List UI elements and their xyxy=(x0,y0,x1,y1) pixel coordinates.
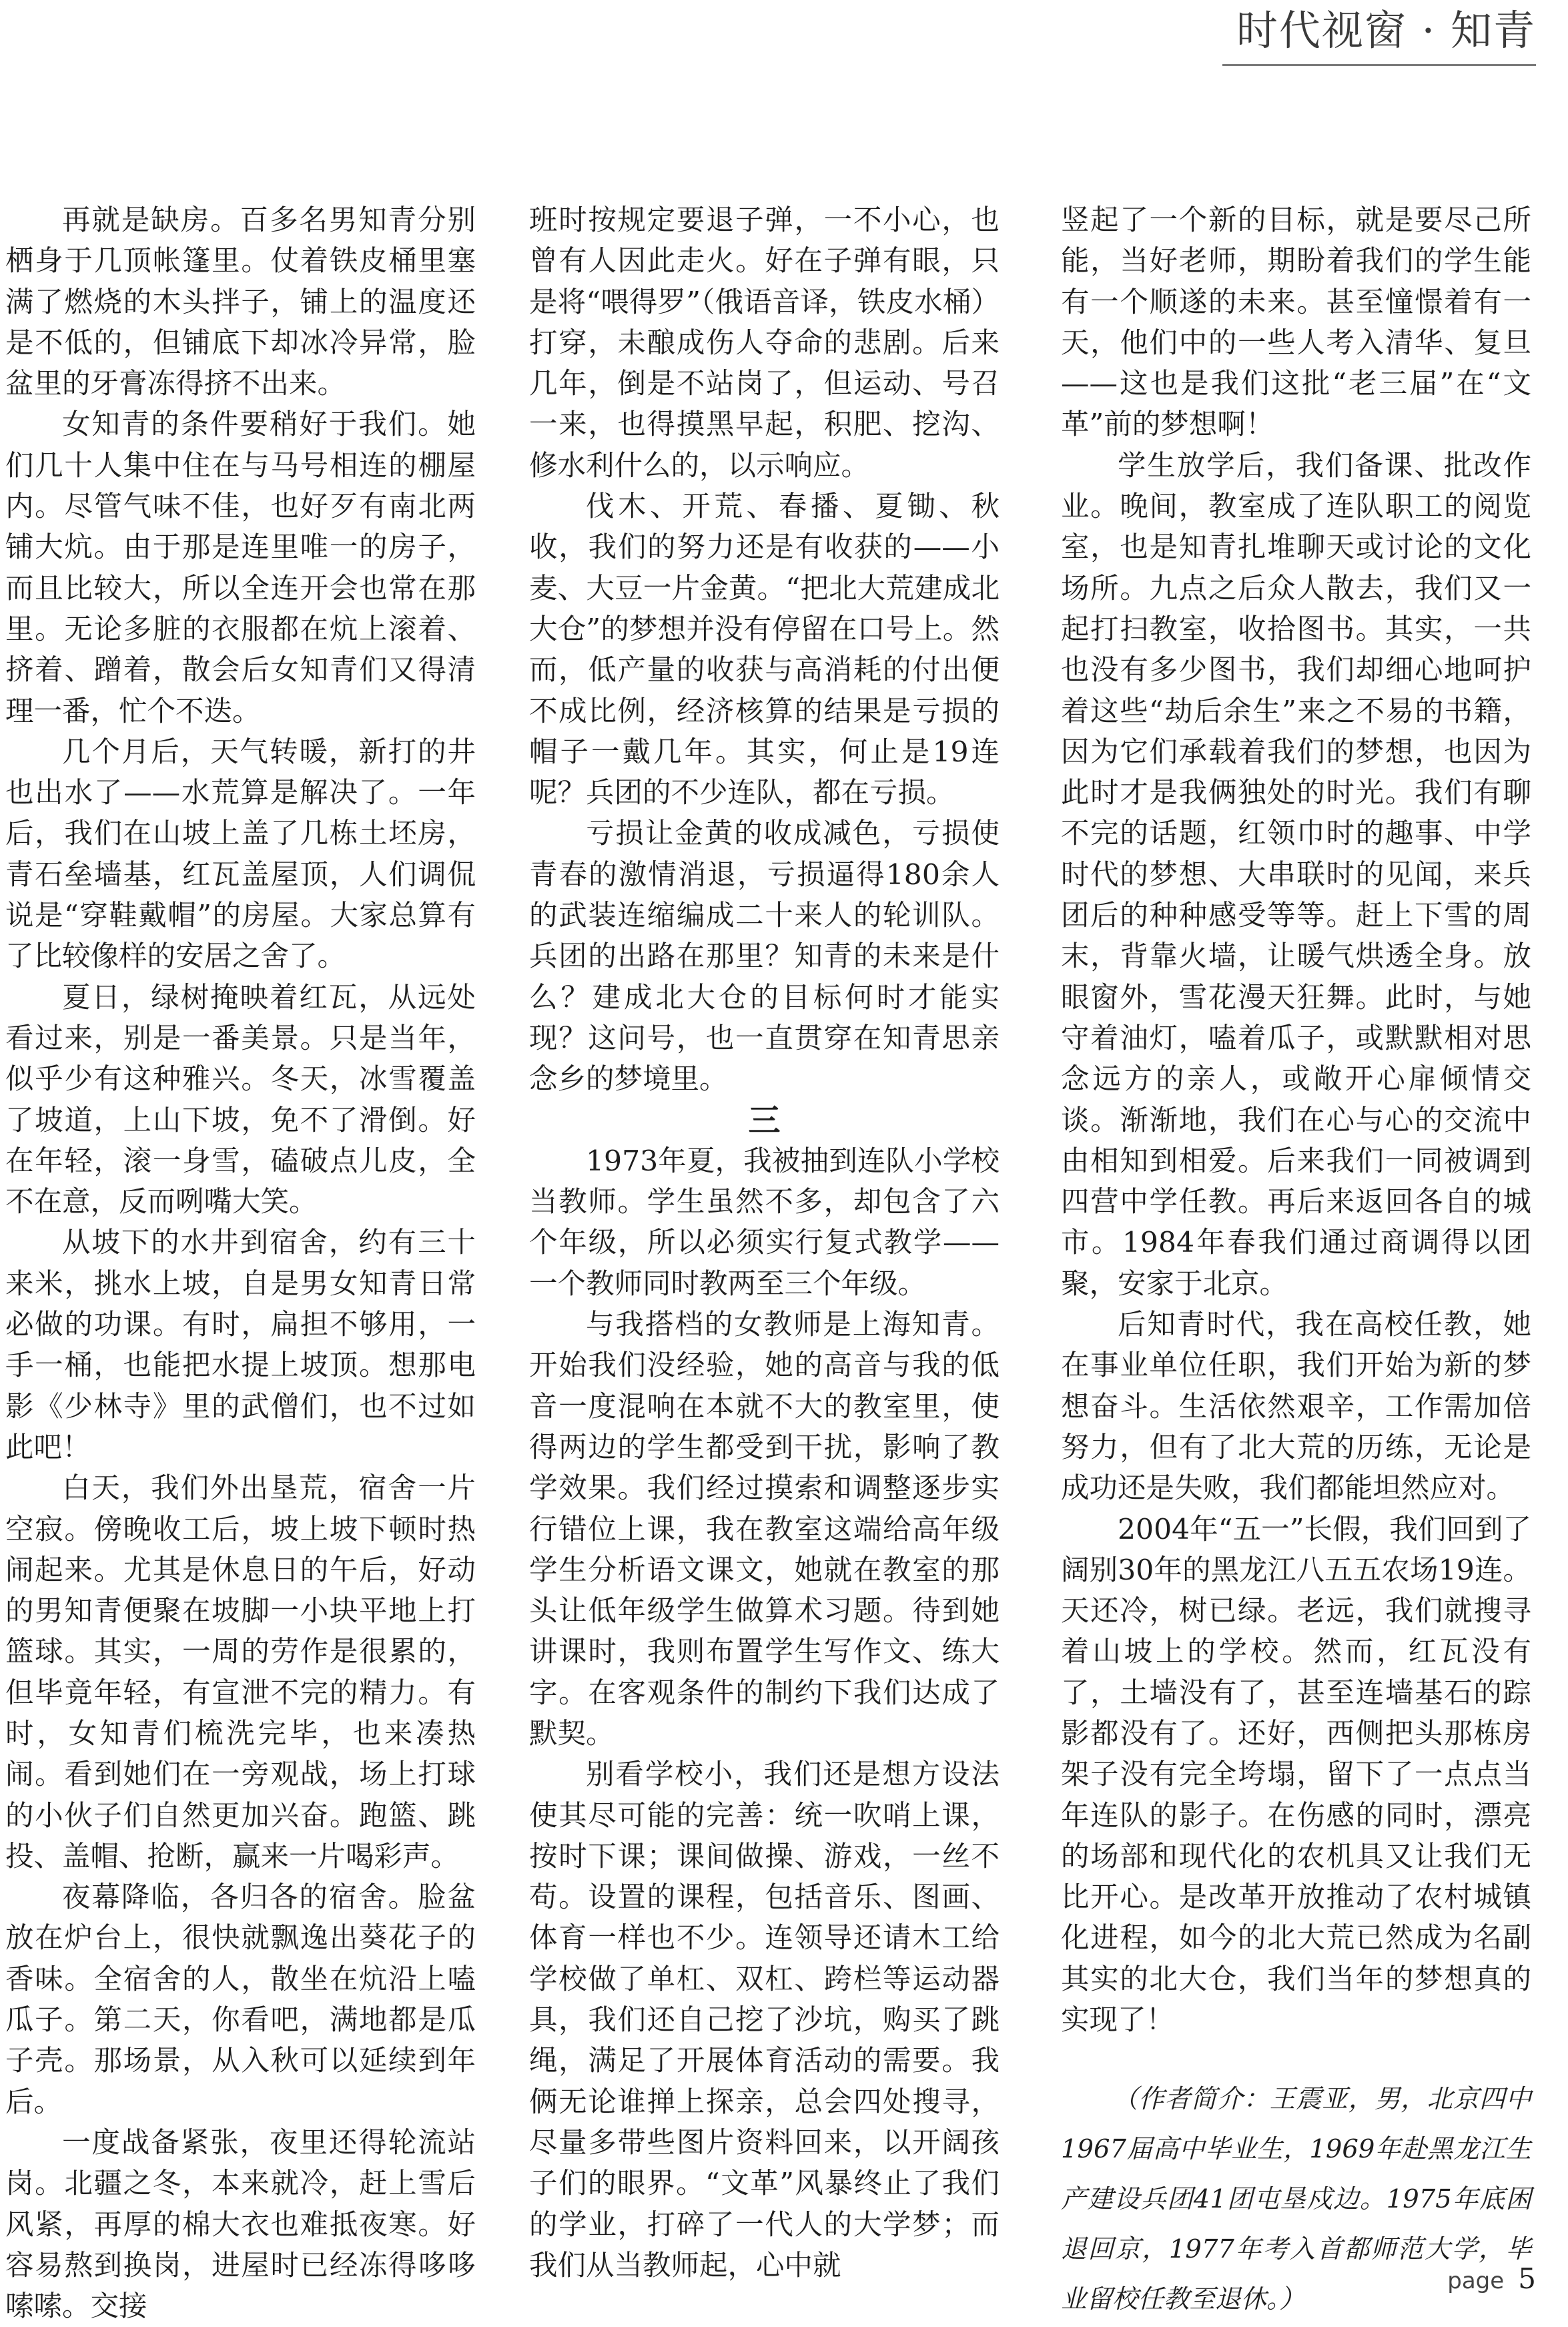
paragraph: 几个月后，天气转暖，新打的井也出水了——水荒算是解决了。一年后，我们在山坡上盖了几栋土坯房，青石垒墙基，红瓦盖屋顶，人们调侃说是“穿鞋戴帽”的房屋。大家总算有了比较像样的安居之舍了。 xyxy=(5,735,476,974)
column-2 xyxy=(529,200,1000,2286)
paragraph: 再就是缺房。百多名男知青分别栖身于几顶帐篷里。仗着铁皮桶里塞满了燃烧的木头拌子，铺上的温度还是不低的，但铺底下却冰冷异常，脸盆里的牙膏冻得挤不出来。 xyxy=(5,204,476,401)
column-3 xyxy=(1061,200,1531,2324)
paragraph: 班时按规定要退子弹，一不小心，也曾有人因此走火。好在子弹有眼，只是将“喂得罗”（俄语音译，铁皮水桶）打穿，未酿成伤人夺命的悲剧。后来几年，倒是不站岗了，但运动、号召一来，也得摸黑早起，积肥、挖沟、修水利什么的，以示响应。 xyxy=(529,204,1000,482)
page-number: 5 xyxy=(1518,2262,1536,2295)
section-heading: 三 xyxy=(748,1101,781,1139)
paragraph: 夜幕降临，各归各的宿舍。脸盆放在炉台上，很快就飘逸出葵花子的香味。全宿舍的人，散坐在炕沿上嗑瓜子。第二天，你看吧，满地都是瓜子壳。那场景，从入秋可以延续到年后。 xyxy=(5,1881,476,2119)
author-bio-text: （作者简介：王震亚，男，北京四中1967届高中毕业生，1969年赴黑龙江生产建设兵团41团屯垦戍边。1975年底困退回京，1977年考入首都师范大学，毕业留校任教至退休。） xyxy=(1061,2084,1531,2315)
paragraph: 1973年夏，我被抽到连队小学校当教师。学生虽然不多，却包含了六个年级，所以必须实行复式教学——一个教师同时教两至三个年级。 xyxy=(529,1144,1000,1301)
page-label: page xyxy=(1447,2268,1505,2294)
paragraph: 学生放学后，我们备课、批改作业。晚间，教室成了连队职工的阅览室，也是知青扎堆聊天或讨论的文化场所。九点之后众人散去，我们又一起打扫教室，收拾图书。其实，一共也没有多少图书，我们却细心地呵护着这些“劫后余生”来之不易的书籍，因为它们承载着我们的梦想，也因为此时才是我俩独处的时光。我们有聊不完的话题，红领巾时的趣事、中学时代的梦想、大串联时的见闻，来兵团后的种种感受等等。赶上下雪的周末，背靠火墙，让暖气烘透全身。放眼窗外，雪花漫天狂舞。此时，与她守着油灯，嗑着瓜子，或默默相对思念远方的亲人，或敞开心扉倾情交谈。渐渐地，我们在心与心的交流中由相知到相爱。后来我们一同被调到四营中学任教。再后来返回各自的城市。1984年春我们通过商调得以团聚，安家于北京。 xyxy=(1061,449,1531,1301)
magazine-section-title: 时代视窗 · 知青 xyxy=(1236,6,1536,55)
paragraph: 从坡下的水井到宿舍，约有三十来米，挑水上坡，自是男女知青日常必做的功课。有时，扁担不够用，一手一桶，也能把水提上坡顶。想那电影《少林寺》里的武僧们，也不过如此吧！ xyxy=(5,1227,476,1464)
paragraph: 竖起了一个新的目标，就是要尽己所能，当好老师，期盼着我们的学生能有一个顺遂的未来。甚至憧憬着有一天，他们中的一些人考入清华、复旦——这也是我们这批“老三届”在“文革”前的梦想啊！ xyxy=(1061,204,1531,442)
paragraph: 别看学校小，我们还是想方设法使其尽可能的完善：统一吹哨上课，按时下课；课间做操、游戏，一丝不苟。设置的课程，包括音乐、图画、体育一样也不少。连领导还请木工给学校做了单杠、双杠、跨栏等运动器具，我们还自己挖了沙坑，购买了跳绳，满足了开展体育活动的需要。我俩无论谁掸上探亲，总会四处搜寻，尽量多带些图片资料回来，以开阔孩子们的眼界。“文革”风暴终止了我们的学业，打碎了一代人的大学梦；而我们从当教师起，心中就 xyxy=(529,1758,1000,2282)
paragraph: 一度战备紧张，夜里还得轮流站岗。北疆之冬，本来就冷，赶上雪后风紧，再厚的棉大衣也难抵夜寒。好容易熬到换岗，进屋时已经冻得哆哆嗦嗦。交接 xyxy=(5,2126,476,2324)
paragraph: 后知青时代，我在高校任教，她在事业单位任职，我们开始为新的梦想奋斗。生活依然艰辛，工作需加倍努力，但有了北大荒的历练，无论是成功还是失败，我们都能坦然应对。 xyxy=(1061,1309,1531,1506)
page-footer xyxy=(1447,2262,1536,2295)
paragraph: 亏损让金黄的收成减色，亏损使青春的激情消退，亏损逼得180余人的武装连缩编成二十来人的轮训队。兵团的出路在那里？知青的未来是什么？建成北大仓的目标何时才能实现？这问号，也一直贯穿在知青思亲念乡的梦境里。 xyxy=(529,817,1000,1096)
paragraph: 女知青的条件要稍好于我们。她们几十人集中住在与马号相连的棚屋内。尽管气味不佳，也好歹有南北两铺大炕。由于那是连里唯一的房子，而且比较大，所以全连开会也常在那里。无论多脏的衣服都在炕上滚着、挤着、蹭着，散会后女知青们又得清理一番，忙个不迭。 xyxy=(5,408,476,728)
column-1 xyxy=(5,200,476,2327)
paragraph: 白天，我们外出垦荒，宿舍一片空寂。傍晚收工后，坡上坡下顿时热闹起来。尤其是休息日的午后，好动的男知青便聚在坡脚一小块平地上打篮球。其实，一周的劳作是很累的，但毕竟年轻，有宣泄不完的精力。有时，女知青们梳洗完毕，也来凑热闹。看到她们在一旁观战，场上打球的小伙子们自然更加兴奋。跑篮、跳投、盖帽、抢断，赢来一片喝彩声。 xyxy=(5,1472,476,1873)
paragraph: 与我搭档的女教师是上海知青。开始我们没经验，她的高音与我的低音一度混响在本就不大的教室里，使得两边的学生都受到干扰，影响了教学效果。我们经过摸索和调整逐步实行错位上课，我在教室这端给高年级学生分析语文课文，她就在教室的那头让低年级学生做算术习题。待到她讲课时，我则布置学生写作文、练大字。在客观条件的制约下我们达成了默契。 xyxy=(529,1309,1000,1750)
paragraph: 伐木、开荒、春播、夏锄、秋收，我们的努力还是有收获的——小麦、大豆一片金黄。“把北大荒建成北大仓”的梦想并没有停留在口号上。然而，低产量的收获与高消耗的付出便不成比例，经济核算的结果是亏损的帽子一戴几年。其实，何止是19连呢？兵团的不少连队，都在亏损。 xyxy=(529,490,1000,810)
header-rule xyxy=(1222,64,1536,66)
paragraph: 夏日，绿树掩映着红瓦，从远处看过来，别是一番美景。只是当年，似乎少有这种雅兴。冬天，冰雪覆盖了坡道，上山下坡，免不了滑倒。好在年轻，滚一身雪，磕破点儿皮，全不在意，反而咧嘴大笑。 xyxy=(5,981,476,1219)
paragraph: 2004年“五一”长假，我们回到了阔别30年的黑龙江八五五农场19连。天还冷，树已绿。老远，我们就搜寻着山坡上的学校。然而，红瓦没有了，土墙没有了，甚至连墙基石的踪影都没有了。还好，西侧把头那栋房架子没有完全垮塌，留下了一点点当年连队的影子。在伤感的同时，漂亮的场部和现代化的农机具又让我们无比开心。是改革开放推动了农村城镇化进程，如今的北大荒已然成为名副其实的北大仓，我们当年的梦想真的实现了！ xyxy=(1061,1513,1531,2037)
